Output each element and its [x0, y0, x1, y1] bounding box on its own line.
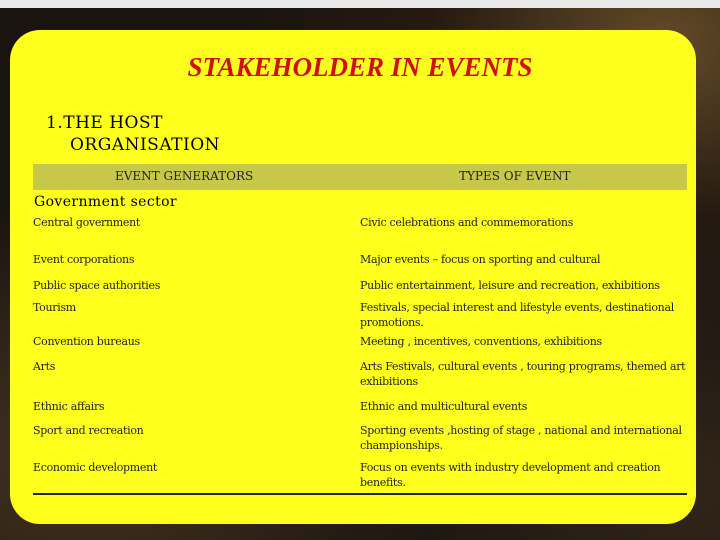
table-cell-type: Meeting , incentives, conventions, exhibitions: [360, 335, 602, 348]
table-cell-generator: Arts: [33, 360, 56, 373]
table-cell-type: Public entertainment, leisure and recreation, exhibitions: [360, 279, 660, 292]
table-bottom-rule: [33, 493, 687, 495]
section-heading-line1: [46, 112, 220, 134]
table-cell-generator: Public space authorities: [33, 279, 161, 292]
table-cell-type: Arts Festivals, cultural events , touring programs, themed art exhibitions: [360, 360, 686, 388]
section-line1: THE HOST: [63, 113, 163, 133]
slide-title: STAKEHOLDER IN EVENTS: [187, 52, 533, 82]
top-bar: [0, 0, 720, 8]
table-cell-type: Sporting events ,hosting of stage , national and international championships.: [360, 424, 682, 452]
header-event-generators: EVENT GENERATORS: [115, 169, 254, 183]
table-cell-generator: Ethnic affairs: [33, 400, 105, 413]
section-number: 1.: [46, 113, 64, 133]
table-cell-generator: Economic development: [33, 461, 158, 474]
section-line2: ORGANISATION: [70, 135, 221, 155]
table-cell-type: Focus on events with industry development and creation benefits.: [360, 461, 661, 489]
table-cell-type: Ethnic and multicultural events: [360, 400, 528, 413]
table-cell-generator: Sport and recreation: [33, 424, 144, 437]
table-cell-type: Civic celebrations and commemorations: [360, 216, 574, 229]
table-cell-type: Festivals, special interest and lifestyle events, destinational promotions.: [360, 301, 674, 329]
section-heading: [46, 112, 220, 156]
table-cell-generator: Convention bureaus: [33, 335, 140, 348]
header-types-of-event: TYPES OF EVENT: [459, 169, 571, 183]
table-cell-generator: Tourism: [33, 301, 76, 314]
table-header-row: [33, 164, 687, 190]
group-label-government-sector: Government sector: [34, 194, 178, 210]
table-cell-type: Major events – focus on sporting and cultural: [360, 253, 601, 266]
table-cell-generator: Central government: [33, 216, 141, 229]
table-cell-generator: Event corporations: [33, 253, 135, 266]
